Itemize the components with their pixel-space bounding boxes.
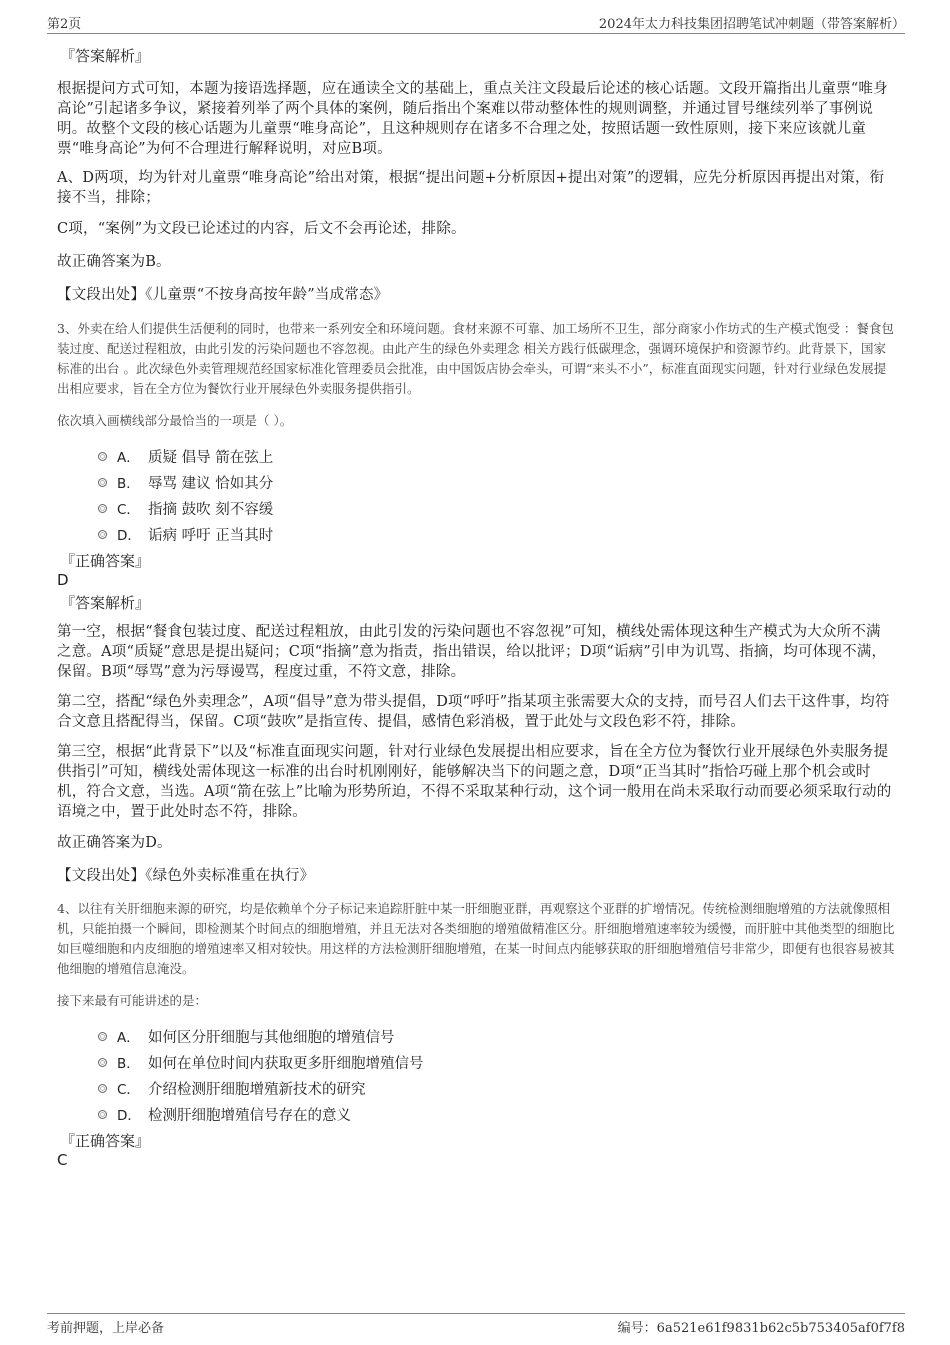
q3-analysis-label: 『答案解析』 <box>60 594 151 612</box>
radio-icon[interactable] <box>98 1110 107 1119</box>
q3-analysis-p1: 第一空，根据“餐食包装过度、配送过程粗放，由此引发的污染问题也不容忽视”可知，横线处需体现这种生产模式为大众所不满之意。A项“质疑”意思是提出疑问；C项“指摘”意为指责，指出错误，给以批评；D项“诟病”引申为讥骂、指摘，均可体现不满，保留。B项“辱骂”意为污辱谩骂，程度过重，不符文意，排除。 <box>57 624 887 680</box>
option-letter: C． <box>117 502 140 518</box>
q4-option-d[interactable] <box>57 1101 895 1127</box>
q2-analysis-p1: 根据提问方式可知，本题为接语选择题，应在通读全文的基础上，重点关注文段最后论述的核心话题。文段开篇指出儿童票“唯身高论”引起诸多争议，紧接着列举了两个具体的案例，随后指出个案难以带动整体性的规则调整，并通过冒号继续列举了事例说明。故整个文段的核心话题为儿童票“唯身高论”，且这种规则存在诸多不合理之处，按照话题一致性原则，接下来应该就儿童票“唯身高论”为何不合理进行解释说明，对应B项。 <box>57 81 888 157</box>
q2-analysis-label: 『答案解析』 <box>60 47 151 65</box>
q3-option-b[interactable] <box>57 469 895 495</box>
q4-stem: 4、以往有关肝细胞来源的研究，均是依赖单个分子标记来追踪肝脏中某一肝细胞亚群，再观察这个亚群的扩增情况。传统检测细胞增殖的方法就像照相机，只能拍摄一个瞬间，即检测某个时间点的细胞增殖，并且无法对各类细胞的增殖做精准区分。肝细胞增殖速率较为缓慢，而肝脏中其他类型的细胞比如巨噬细胞和内皮细胞的增殖速率又相对较快。用这样的方法检测肝细胞增殖，在某一时间点内能够获取的肝细胞增殖信号非常少，即便有也很容易被其他细胞的增殖信息淹没。 <box>57 901 895 976</box>
radio-icon[interactable] <box>98 530 107 539</box>
page-content <box>57 46 895 1169</box>
q3-option-a[interactable] <box>57 443 895 469</box>
radio-icon[interactable] <box>98 1084 107 1093</box>
q3-option-d[interactable] <box>57 521 895 547</box>
page-number: 第2页 <box>47 17 82 32</box>
q2-source: 【文段出处】《儿童票“不按身高按年龄”当成常态》 <box>57 287 389 303</box>
q3-answer-label: 『正确答案』 <box>60 552 151 570</box>
radio-icon[interactable] <box>98 504 107 513</box>
option-text: 如何区分肝细胞与其他细胞的增殖信号 <box>148 1029 395 1046</box>
document-title: 2024年太力科技集团招聘笔试冲刺题（带答案解析） <box>598 17 905 32</box>
q2-analysis-p3: C项，“案例”为文段已论述过的内容，后文不会再论述，排除。 <box>57 221 466 237</box>
q4-options <box>57 1023 895 1127</box>
radio-icon[interactable] <box>98 452 107 461</box>
q4-option-c[interactable] <box>57 1075 895 1101</box>
q3-option-c[interactable] <box>57 495 895 521</box>
option-text: 指摘 鼓吹 刻不容缓 <box>148 501 274 518</box>
option-letter: C． <box>117 1082 140 1098</box>
option-text: 质疑 倡导 箭在弦上 <box>148 449 274 466</box>
q4-answer-label: 『正确答案』 <box>60 1132 151 1150</box>
option-letter: A． <box>117 1030 140 1046</box>
radio-icon[interactable] <box>98 1058 107 1067</box>
q2-answer-line: 故正确答案为B。 <box>57 254 171 270</box>
option-letter: B． <box>117 476 140 492</box>
radio-icon[interactable] <box>98 478 107 487</box>
q3-source: 【文段出处】《绿色外卖标准重在执行》 <box>57 868 315 884</box>
radio-icon[interactable] <box>98 1032 107 1041</box>
option-text: 介绍检测肝细胞增殖新技术的研究 <box>148 1081 366 1098</box>
page-header <box>47 13 905 34</box>
option-letter: B． <box>117 1056 140 1072</box>
option-text: 诟病 呼吁 正当其时 <box>148 527 274 544</box>
page-footer <box>47 1313 905 1336</box>
footer-serial: 编号：6a521e61f9831b62c5b753405af0f7f8 <box>617 1321 905 1336</box>
q4-option-a[interactable] <box>57 1023 895 1049</box>
option-text: 辱骂 建议 恰如其分 <box>148 475 274 492</box>
option-letter: D． <box>117 528 141 544</box>
option-text: 检测肝细胞增殖信号存在的意义 <box>148 1107 351 1124</box>
q3-answer: D <box>57 571 69 589</box>
q4-answer: C <box>57 1151 68 1169</box>
footer-slogan: 考前押题，上岸必备 <box>47 1321 165 1336</box>
q3-answer-line: 故正确答案为D。 <box>57 835 172 851</box>
q3-stem: 3、外卖在给人们提供生活便利的同时，也带来一系列安全和环境问题。食材来源不可靠、加工场所不卫生，部分商家小作坊式的生产模式饱受 ：餐食包装过度、配送过程粗放，由此引发的污染问题也不容忽视。由此产生的绿色外卖理念 相关方践行低碳理念，强调环境保护和资源节约。此背景下，国家标准的出台 。此次绿色外卖管理规范经国家标准化管理委员会批准，由中国饭店协会牵头，可谓“来头不小”，标准直面现实问题，针对行业绿色发展提出相应要求，旨在全方位为餐饮行业开展绿色外卖服务提供指引。 <box>57 321 894 396</box>
q3-analysis-p3: 第三空，根据“此背景下”以及“标准直面现实问题，针对行业绿色发展提出相应要求，旨在全方位为餐饮行业开展绿色外卖服务提供指引”可知，横线处需体现这一标准的出台时机刚刚好，能够解决当下的问题之意，D项“正当其时”指恰巧碰上那个机会或时机，符合文意，当选。A项“箭在弦上”比喻为形势所迫，不得不采取某种行动，这个词一般用在尚未采取行动而要必须采取行动的语境之中，置于此处时态不符，排除。 <box>57 744 892 820</box>
q2-analysis-p2: A、D两项，均为针对儿童票“唯身高论”给出对策，根据“提出问题+分析原因+提出对策”的逻辑，应先分析原因再提出对策，衔接不当，排除； <box>57 170 885 206</box>
q3-options <box>57 443 895 547</box>
q4-prompt: 接下来最有可能讲述的是： <box>57 993 208 1008</box>
option-letter: D． <box>117 1108 141 1124</box>
q3-analysis-p2: 第二空，搭配“绿色外卖理念”，A项“倡导”意为带头提倡，D项“呼吁”指某项主张需要大众的支持，而号召人们去干这件事，均符合文意且搭配得当，保留。C项“鼓吹”是指宣传、提倡，感情色彩消极，置于此处与文段色彩不符，排除。 <box>57 694 890 730</box>
q3-prompt: 依次填入画横线部分最恰当的一项是（ ）。 <box>57 413 293 428</box>
q4-option-b[interactable] <box>57 1049 895 1075</box>
option-text: 如何在单位时间内获取更多肝细胞增殖信号 <box>148 1055 424 1072</box>
option-letter: A． <box>117 450 140 466</box>
